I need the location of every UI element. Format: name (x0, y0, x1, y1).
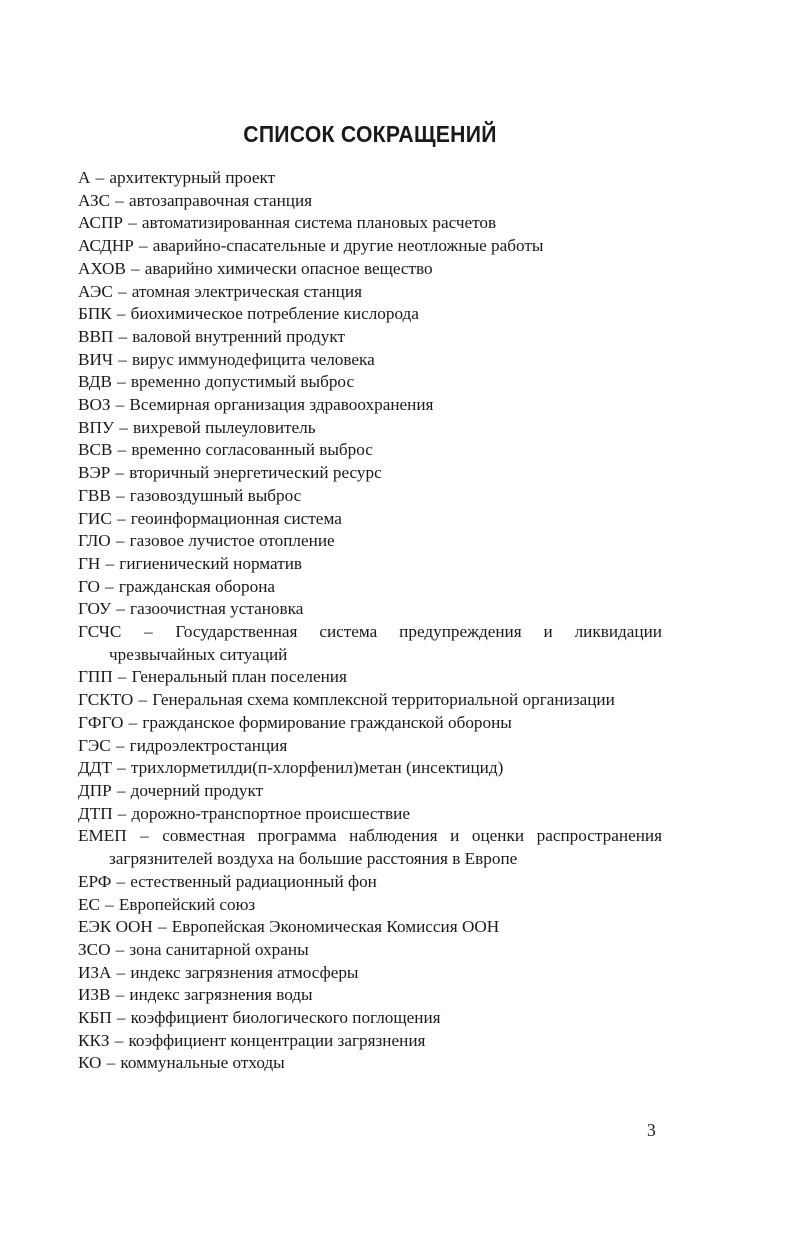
abbr-definition: валовой внутренний продукт (132, 326, 345, 346)
abbr-entry (78, 1052, 662, 1075)
abbr-entry (78, 326, 662, 349)
abbr-term: ГО (78, 576, 100, 596)
abbr-dash: – (128, 712, 138, 732)
abbr-definition: автоматизированная система плановых расчетов (141, 213, 497, 233)
abbr-entry (78, 712, 662, 735)
abbr-term: ГФГО (78, 712, 124, 732)
abbr-definition: гигиенический норматив (119, 553, 303, 573)
abbr-definition: зона санитарной охраны (129, 939, 309, 959)
abbr-entry (78, 439, 662, 462)
abbr-dash: – (118, 326, 128, 346)
abbr-definition: вторичный энергетический ресурс (129, 463, 382, 483)
abbr-term: А (78, 168, 91, 187)
abbr-term: ЕРФ (78, 871, 112, 891)
abbr-term: ГЛО (78, 531, 111, 551)
abbr-dash: – (116, 871, 126, 891)
abbr-definition: газовое лучистое отопление (129, 531, 335, 551)
abbr-term: ЗСО (78, 939, 111, 959)
abbr-term: ВВП (78, 326, 114, 346)
abbr-dash: – (117, 372, 126, 392)
abbr-dash: – (116, 485, 125, 505)
abbr-definition: атомная электрическая станция (131, 281, 362, 301)
abbr-definition: естественный радиационный фон (130, 871, 377, 891)
abbr-entry (78, 281, 662, 304)
abbr-entry (78, 871, 662, 894)
abbr-dash: – (115, 735, 125, 755)
abbr-term: ГОУ (78, 599, 112, 619)
abbr-entry (78, 235, 662, 258)
abbr-dash: – (116, 962, 126, 982)
abbr-entry (78, 485, 662, 508)
abbr-entry (78, 803, 662, 826)
abbr-definition: вихревой пылеуловитель (132, 417, 316, 437)
abbr-term: ЕМЕП (78, 826, 127, 846)
abbr-dash: – (115, 190, 124, 210)
abbr-entry (78, 939, 662, 962)
abbr-dash: – (95, 168, 105, 187)
abbr-definition: газоочистная установка (130, 599, 304, 619)
abbr-dash: – (115, 463, 125, 483)
abbr-definition: коэффициент биологического поглощения (130, 1008, 441, 1028)
abbr-dash: – (130, 258, 140, 278)
abbr-definition: газовоздушный выброс (129, 485, 302, 505)
abbr-entry (78, 894, 662, 917)
abbr-dash: – (115, 985, 125, 1005)
abbr-term: ВЭР (78, 463, 111, 483)
abbr-term: АХОВ (78, 258, 126, 278)
abbr-term: ГСКТО (78, 690, 134, 710)
abbr-term: ВСВ (78, 440, 113, 460)
abbr-term: ГИС (78, 508, 112, 528)
abbr-definition: индекс загрязнения атмосферы (130, 962, 359, 982)
abbr-definition: геоинформационная система (130, 508, 342, 528)
abbr-entry (78, 689, 662, 712)
abbr-entry (78, 553, 662, 576)
abbr-definition: индекс загрязнения воды (129, 985, 313, 1005)
abbr-definition: временно допустимый выброс (130, 372, 355, 392)
abbr-dash: – (117, 440, 127, 460)
abbr-term: ДПР (78, 780, 112, 800)
abbr-dash: – (117, 803, 127, 823)
abbr-term: АЗС (78, 190, 111, 210)
abbr-dash: – (116, 304, 126, 324)
abbr-dash: – (116, 1008, 126, 1028)
abbr-term: АСПР (78, 213, 123, 233)
abbr-entry (78, 962, 662, 985)
abbr-dash: – (139, 236, 148, 256)
abbr-definition: Государственная система предупреждения и ликвидации чрезвычайных ситуаций (109, 622, 662, 664)
abbr-entry (78, 735, 662, 758)
abbr-term: ГЭС (78, 735, 111, 755)
abbr-definition: биохимическое потребление кислорода (130, 304, 419, 324)
abbr-dash: – (118, 349, 127, 369)
abbr-term: ДТП (78, 803, 113, 823)
abbr-term: ИЗВ (78, 985, 111, 1005)
abbr-entry (78, 916, 662, 939)
abbr-dash: – (117, 758, 126, 778)
abbr-term: ВОЗ (78, 395, 111, 415)
abbr-entry (78, 371, 662, 394)
abbr-entry (78, 462, 662, 485)
abbr-definition: Европейская Экономическая Комиссия ООН (171, 917, 500, 937)
abbr-definition: дорожно-транспортное происшествие (131, 803, 410, 823)
abbr-definition: аварийно-спасательные и другие неотложные работы (152, 236, 544, 256)
abbr-term: КО (78, 1053, 102, 1073)
abbr-term: ККЗ (78, 1030, 110, 1050)
abbr-dash: – (105, 894, 114, 914)
abbr-term: ВПУ (78, 417, 115, 437)
abbr-definition: Генеральная схема комплексной территориальной организации (152, 690, 615, 710)
abbr-definition: гидроэлектростанция (129, 735, 288, 755)
abbr-dash: – (158, 917, 167, 937)
abbr-term: ВИЧ (78, 349, 114, 369)
abbr-definition: аварийно химически опасное вещество (144, 258, 433, 278)
abbr-definition: гражданское формирование гражданской обороны (142, 712, 512, 732)
abbr-dash: – (116, 508, 126, 528)
abbr-dash: – (105, 553, 115, 573)
abbr-term: КБП (78, 1008, 112, 1028)
page-title: СПИСОК СОКРАЩЕНИЙ (243, 121, 497, 148)
abbr-definition: дочерний продукт (130, 780, 264, 800)
abbr-entry (78, 984, 662, 1007)
abbr-definition: коммунальные отходы (120, 1053, 285, 1073)
page-number: 3 (647, 1120, 656, 1140)
abbr-dash: – (128, 213, 137, 233)
abbr-entry (78, 530, 662, 553)
abbr-dash: – (105, 576, 114, 596)
abbr-dash: – (115, 939, 125, 959)
abbr-entry (78, 598, 662, 621)
abbreviation-list (78, 167, 662, 1075)
abbr-term: БПК (78, 304, 112, 324)
abbr-entry (78, 190, 662, 213)
abbr-term: ГПП (78, 667, 113, 687)
abbr-term: ИЗА (78, 962, 112, 982)
abbr-entry (78, 508, 662, 531)
abbr-entry (78, 780, 662, 803)
abbr-dash: – (114, 1030, 124, 1050)
abbr-entry (78, 666, 662, 689)
abbr-dash: – (117, 667, 127, 687)
abbr-entry (78, 576, 662, 599)
abbr-definition: архитектурный проект (109, 168, 276, 187)
abbr-entry (78, 621, 662, 666)
abbr-entry (78, 303, 662, 326)
abbr-term: ГВВ (78, 485, 111, 505)
abbr-entry (78, 825, 662, 870)
abbr-entry (78, 394, 662, 417)
abbr-dash: – (138, 690, 148, 710)
abbr-dash: – (119, 417, 128, 437)
abbr-dash: – (106, 1053, 116, 1073)
abbr-definition: Всемирная организация здравоохранения (129, 395, 434, 415)
abbr-dash: – (144, 622, 153, 642)
abbr-term: ЕС (78, 894, 100, 914)
abbr-term: ЕЭК ООН (78, 917, 153, 937)
abbr-dash: – (140, 826, 149, 846)
abbr-term: АЭС (78, 281, 113, 301)
abbr-dash: – (116, 780, 126, 800)
abbr-entry (78, 1007, 662, 1030)
abbr-term: ВДВ (78, 372, 112, 392)
abbr-dash: – (117, 281, 127, 301)
abbr-definition: Европейский союз (118, 894, 256, 914)
abbr-definition: вирус иммунодефицита человека (131, 349, 375, 369)
abbr-entry (78, 349, 662, 372)
abbr-term: ГН (78, 553, 101, 573)
abbr-definition: трихлорметилди(п-хлорфенил)метан (инсектицид) (130, 758, 504, 778)
abbr-dash: – (115, 531, 125, 551)
abbr-definition: совместная программа наблюдения и оценки распространения загрязнителей воздуха на большие расстояния в Европе (109, 826, 663, 869)
abbr-entry (78, 212, 662, 235)
abbr-definition: автозаправочная станция (128, 190, 313, 210)
abbr-definition: коэффициент концентрации загрязнения (128, 1030, 426, 1050)
abbr-term: ГСЧС (78, 622, 122, 642)
abbr-entry (78, 258, 662, 281)
abbr-dash: – (115, 395, 125, 415)
abbr-entry (78, 417, 662, 440)
abbr-entry (78, 757, 662, 780)
abbr-dash: – (116, 599, 125, 619)
abbr-definition: временно согласованный выброс (131, 440, 373, 460)
abbr-term: АСДНР (78, 236, 134, 256)
abbr-entry (78, 167, 662, 190)
abbr-definition: гражданская оборона (118, 576, 276, 596)
abbr-definition: Генеральный план поселения (131, 667, 347, 687)
abbr-entry (78, 1030, 662, 1053)
abbr-term: ДДТ (78, 758, 112, 778)
